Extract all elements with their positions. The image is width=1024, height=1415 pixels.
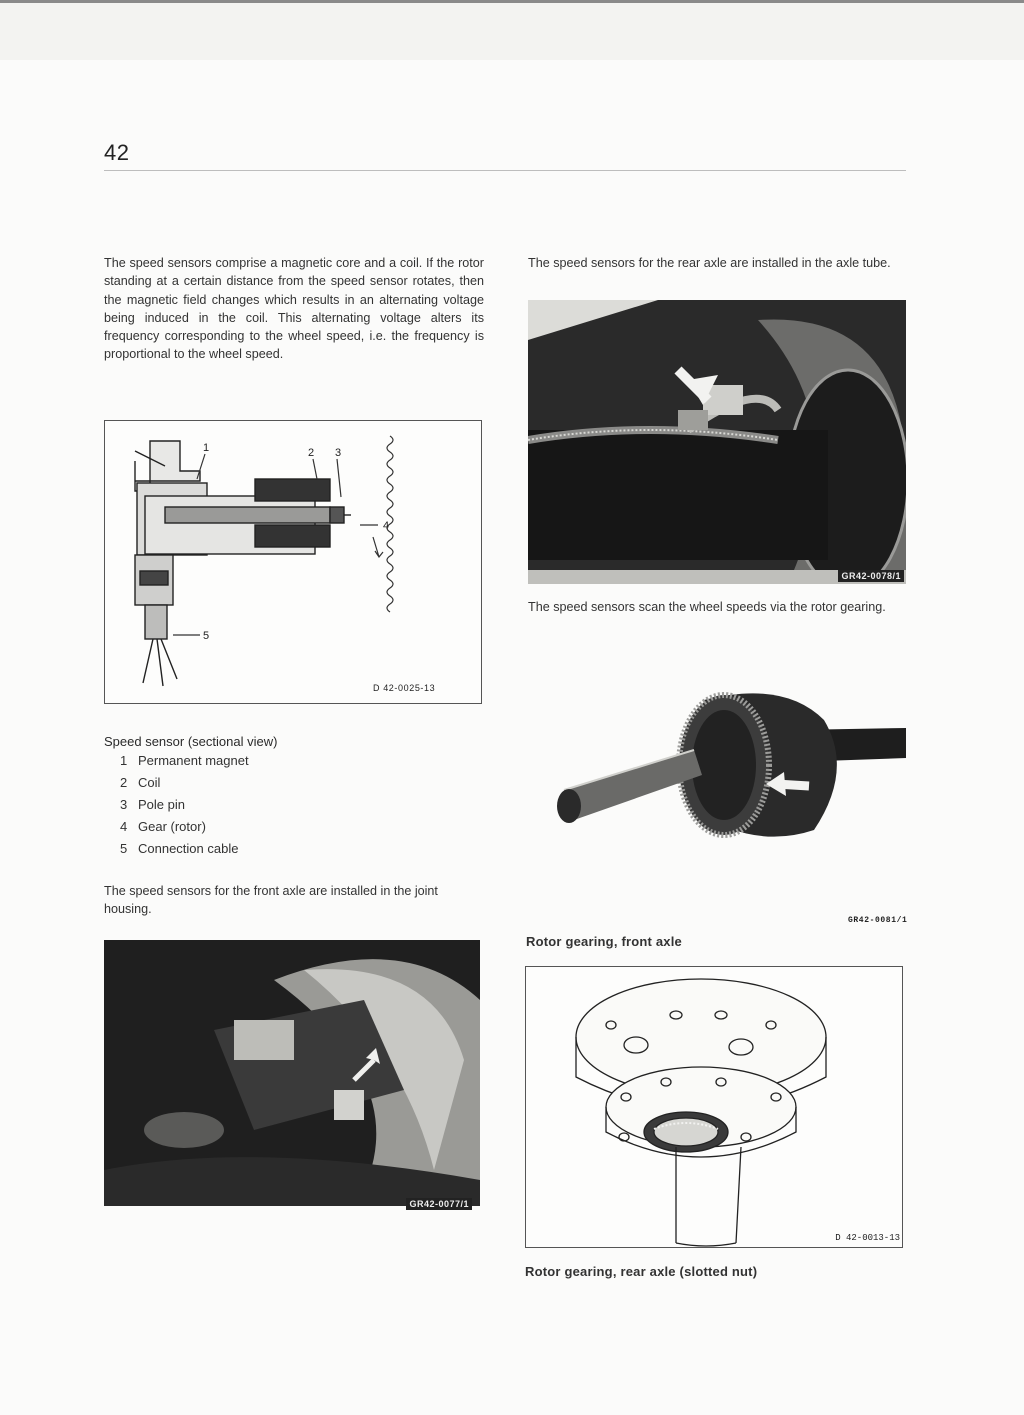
caption-rotor-rear: Rotor gearing, rear axle (slotted nut) [525, 1264, 758, 1279]
rear-axle-paragraph: The speed sensors for the rear axle are installed in the axle tube. [528, 256, 891, 270]
photo3-ref: GR42-0081/1 [848, 916, 908, 925]
manual-page [0, 60, 1024, 1415]
front-axle-photo [104, 940, 480, 1210]
intro-paragraph: The speed sensors comprise a magnetic core and a coil. If the rotor standing at a certain distance from the speed sensor rotates, then the magnetic field changes which results in an alternating voltage being induced in the coil. This alternating voltage alters its frequency corresponding to the wheel speed, i.e. the frequency is proportional to the wheel speed. [104, 256, 484, 362]
callout-2: 2 [308, 447, 315, 459]
figure1-legend [120, 750, 420, 860]
scan-paragraph: The speed sensors scan the wheel speeds via the rotor gearing. [528, 600, 886, 614]
callout-1: 1 [203, 442, 210, 454]
legend-item: 4 Gear (rotor) [120, 819, 206, 834]
photo1-ref: GR42-0077/1 [406, 1198, 472, 1210]
speed-sensor-drawing [105, 421, 481, 703]
photo2-ref: GR42-0078/1 [838, 570, 904, 582]
figure1-caption: Speed sensor (sectional view) [104, 734, 278, 749]
callout-4: 4 [383, 520, 390, 532]
rear-rotor-drawing [526, 967, 902, 1247]
front-axle-paragraph: The speed sensors for the front axle are installed in the joint housing. [104, 884, 438, 917]
top-border [0, 0, 1024, 3]
legend-item: 3 Pole pin [120, 797, 185, 812]
figure4-ref: D 42-0013-13 [835, 1233, 900, 1243]
caption-rotor-front: Rotor gearing, front axle [526, 934, 682, 949]
rear-rotor-figure [525, 966, 903, 1248]
callout-5: 5 [203, 630, 210, 642]
speed-sensor-figure [104, 420, 482, 704]
drive-shaft-photo [554, 680, 906, 860]
legend-item: 5 Connection cable [120, 841, 239, 856]
rear-axle-photo [528, 300, 906, 584]
figure1-ref: D 42-0025-13 [373, 683, 436, 693]
legend-item: 2 Coil [120, 775, 161, 790]
page-number: 42 [104, 140, 130, 165]
header-rule [104, 170, 906, 171]
callout-3: 3 [335, 447, 342, 459]
legend-item: 1 Permanent magnet [120, 753, 249, 768]
